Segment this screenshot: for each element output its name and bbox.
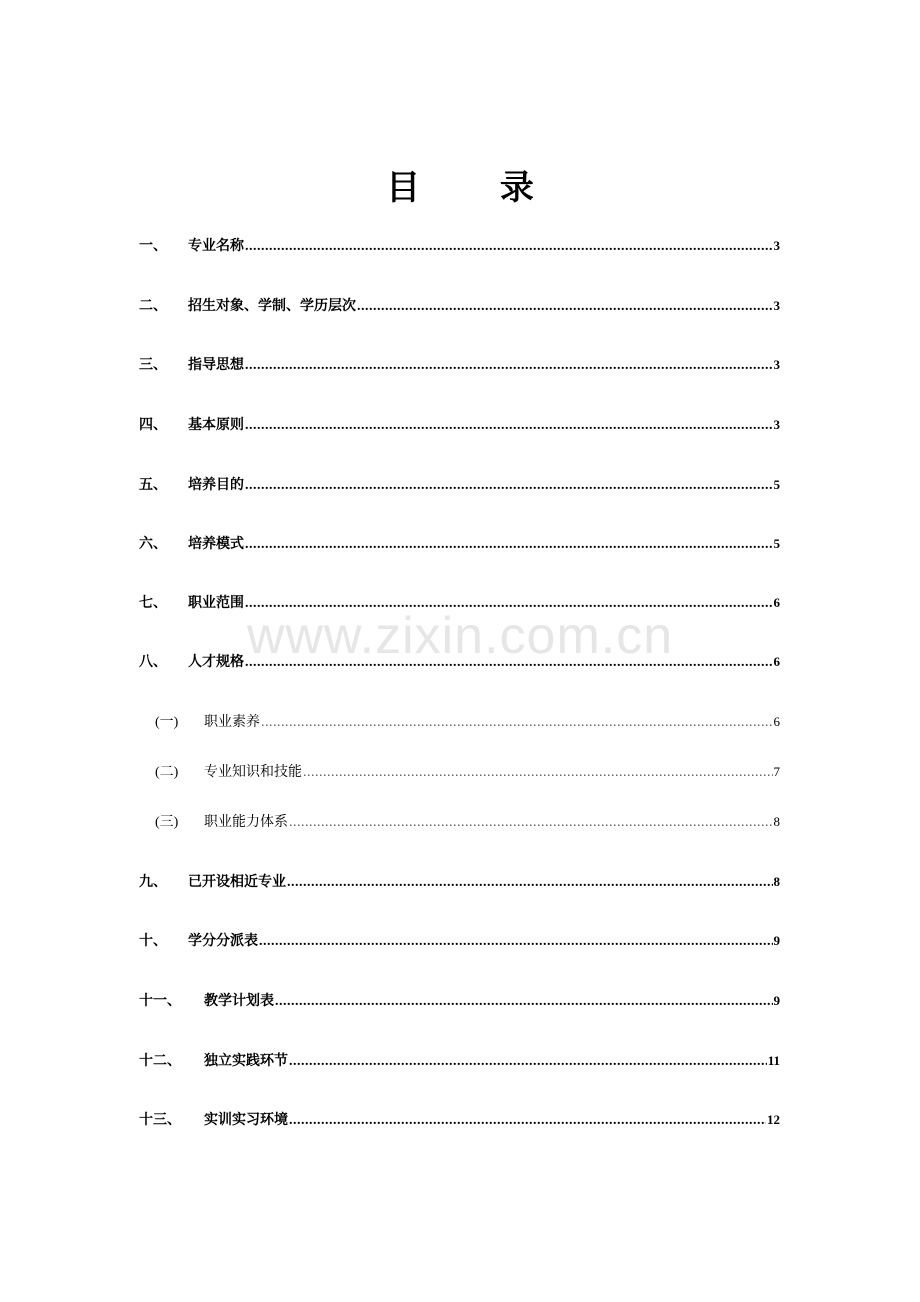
toc-dot-leader (287, 875, 773, 891)
toc-entry-number: 八、 (139, 654, 167, 670)
toc-dot-leader (289, 1054, 767, 1070)
toc-entry-number: 六、 (139, 536, 167, 552)
toc-entry-number: (三) (155, 815, 179, 830)
toc-entry-3[interactable] (139, 354, 780, 378)
toc-entry-page: 9 (773, 993, 780, 1008)
toc-entry-number: 四、 (139, 417, 167, 433)
toc-entry-page: 3 (773, 298, 780, 313)
toc-entry-label: 招生对象、学制、学历层次 (188, 298, 356, 314)
toc-entry-7[interactable] (139, 592, 780, 616)
toc-entry-label: 教学计划表 (204, 993, 274, 1009)
toc-dot-leader (245, 478, 773, 494)
toc-entry-10[interactable] (139, 930, 780, 954)
toc-dot-leader (275, 994, 773, 1010)
toc-entry-label: 专业知识和技能 (204, 764, 302, 780)
toc-entry-label: 职业能力体系 (204, 814, 288, 830)
toc-entry-page: 3 (773, 357, 780, 372)
toc-entry-13[interactable] (139, 1109, 780, 1133)
toc-entry-label: 实训实习环境 (204, 1112, 288, 1128)
toc-dot-leader (245, 418, 773, 434)
toc-subentry-1[interactable] (155, 711, 780, 735)
toc-subentry-2[interactable] (155, 761, 780, 785)
toc-dot-leader (245, 596, 773, 612)
toc-entry-9[interactable] (139, 871, 780, 895)
toc-entry-number: 十一、 (139, 993, 181, 1009)
toc-entry-8[interactable] (139, 651, 780, 675)
toc-entry-label: 专业名称 (188, 238, 244, 254)
toc-entry-number: (一) (155, 715, 179, 730)
toc-entry-page: 12 (767, 1112, 780, 1127)
toc-entry-label: 基本原则 (188, 417, 244, 433)
toc-entry-label: 独立实践环节 (204, 1053, 288, 1069)
toc-entry-number: 十二、 (139, 1053, 181, 1069)
toc-entry-number: 三、 (139, 357, 167, 373)
toc-dot-leader (289, 815, 773, 831)
toc-dot-leader (261, 715, 773, 731)
toc-entry-5[interactable] (139, 474, 780, 498)
toc-entry-number: (二) (155, 765, 179, 780)
watermark: www.zixin.com.cn (246, 607, 674, 665)
toc-entry-page: 9 (773, 933, 780, 948)
toc-entry-label: 职业范围 (188, 595, 244, 611)
toc-entry-page: 6 (773, 595, 780, 610)
toc-dot-leader (259, 934, 773, 950)
toc-entry-page: 5 (773, 477, 780, 492)
toc-entry-page: 7 (773, 764, 780, 779)
toc-dot-leader (289, 1113, 766, 1129)
toc-entry-page: 6 (773, 714, 780, 729)
toc-entry-page: 8 (773, 874, 780, 889)
toc-entry-page: 5 (773, 536, 780, 551)
toc-entry-label: 职业素养 (204, 714, 260, 730)
toc-entry-4[interactable] (139, 414, 780, 438)
toc-dot-leader (357, 299, 773, 315)
toc-entry-label: 指导思想 (188, 357, 244, 373)
toc-entry-page: 11 (767, 1053, 780, 1068)
toc-entry-page: 6 (773, 654, 780, 669)
toc-dot-leader (245, 537, 773, 553)
toc-entry-1[interactable] (139, 235, 780, 259)
toc-entry-label: 学分分派表 (188, 933, 258, 949)
toc-entry-number: 十、 (139, 933, 167, 949)
toc-entry-label: 已开设相近专业 (188, 874, 286, 890)
toc-subentry-3[interactable] (155, 811, 780, 835)
toc-entry-label: 培养目的 (188, 477, 244, 493)
toc-dot-leader (245, 239, 773, 255)
toc-entry-page: 3 (773, 238, 780, 253)
toc-entry-number: 一、 (139, 238, 167, 254)
toc-entry-number: 九、 (139, 874, 167, 890)
toc-dot-leader (303, 765, 773, 781)
toc-dot-leader (245, 655, 773, 671)
toc-entry-label: 人才规格 (188, 654, 244, 670)
toc-entry-label: 培养模式 (188, 536, 244, 552)
toc-dot-leader (245, 358, 773, 374)
page-title: 目 录 (386, 168, 568, 208)
toc-entry-number: 二、 (139, 298, 167, 314)
toc-entry-2[interactable] (139, 295, 780, 319)
toc-entry-number: 七、 (139, 595, 167, 611)
toc-entry-page: 8 (773, 814, 780, 829)
toc-entry-number: 十三、 (139, 1112, 181, 1128)
toc-entry-number: 五、 (139, 477, 167, 493)
toc-entry-6[interactable] (139, 533, 780, 557)
toc-entry-page: 3 (773, 417, 780, 432)
toc-entry-11[interactable] (139, 990, 780, 1014)
toc-entry-12[interactable] (139, 1050, 780, 1074)
